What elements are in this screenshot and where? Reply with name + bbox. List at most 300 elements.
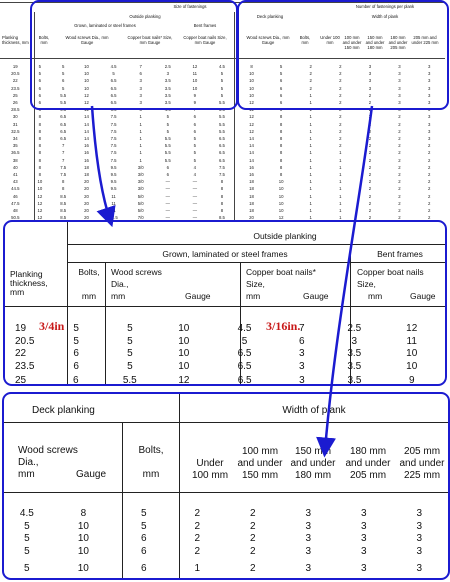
thumb-cell: 2 [427, 200, 431, 206]
z2-cell: 2 [194, 533, 201, 544]
z1-cell: 3 [299, 348, 305, 359]
z1-cell: 10 [406, 348, 418, 359]
thumb-cell: 5 [193, 136, 197, 142]
thumb-cell: 1 [309, 172, 312, 178]
z1-partial-cell: 3 [299, 375, 305, 386]
thumb-cell: 18 [249, 179, 254, 185]
thumb-cell: 20 [84, 179, 89, 185]
thumb-cell: — [165, 179, 170, 185]
thumb-cell: 10 [278, 193, 284, 199]
z2-width-header-line: 180 mm [349, 446, 387, 457]
thumb-cell: 11 [111, 200, 116, 206]
z2-deck-planking-label: Deck planking [32, 405, 95, 416]
thumb-cell: 3/0 [137, 186, 144, 192]
thumb-col-bolts: Bolts, mm [38, 35, 50, 45]
thumb-cell: 6 [193, 128, 197, 134]
thumb-cell: 5 [193, 150, 197, 156]
thumb-cell: 10 [278, 179, 284, 185]
thumb-cell: 2 [398, 157, 401, 163]
z1-cell: 10 [178, 335, 190, 347]
thumb-cell: 7 [139, 64, 142, 69]
thumb-width-3: 180 mm and under 205 mm [388, 35, 408, 50]
z2-width-header-line: 205 mm [349, 470, 387, 481]
thumb-cell: 1 [309, 200, 312, 206]
thumb-deck-wood-screws: Wood screws Dia., mm Gauge [246, 35, 290, 45]
thumb-cell: 3 [398, 92, 401, 98]
thumb-cell: 1 [339, 200, 342, 206]
thumb-cell: 6.5 [218, 157, 225, 163]
z1-cell: 10 [406, 360, 418, 372]
z1-cell: 5 [127, 348, 133, 359]
thumb-cell: 2 [339, 128, 342, 134]
z1-cell: 23.5 [15, 360, 35, 372]
z1-cell: 4.5 [237, 323, 252, 334]
thumb-cell: 2 [398, 172, 401, 178]
thumb-cell: 2 [368, 114, 372, 120]
thumb-cell: 1 [309, 107, 312, 113]
thumb-cell: 7 [193, 107, 197, 113]
z2-width-header-line: and under [345, 458, 391, 469]
z1-cell: 6 [73, 348, 79, 359]
thumb-cell: 5 [38, 71, 42, 77]
thumb-cell: 1 [309, 143, 312, 149]
thumb-cell: 7.5 [110, 157, 117, 163]
z1-cell: 20.5 [15, 335, 35, 347]
thumb-cell: 8.5 [60, 200, 67, 206]
thumb-cell: 20 [84, 200, 89, 206]
thumb-cell: 6 [38, 78, 42, 84]
thumb-cell: 7 [61, 150, 65, 156]
thumb-cell: 11 [111, 208, 116, 214]
thumb-cell: 2 [368, 200, 372, 206]
thumb-cell: 9.5 [110, 186, 117, 192]
thumb-cell: 5 [220, 92, 224, 98]
thumb-cell: 8 [38, 172, 42, 178]
thumb-cell: 34 [12, 136, 18, 142]
thumb-cell: 5 [220, 78, 224, 84]
z2-cell: 8 [80, 508, 87, 519]
z2-width-header-line: 205 mm [403, 446, 441, 457]
thumb-cell: 2 [368, 164, 372, 170]
thumb-cell: 18 [249, 200, 254, 206]
thumb-cell: — [192, 179, 197, 185]
thumb-cell: 7.5 [110, 136, 117, 142]
thumb-cell: 3 [139, 92, 142, 98]
thumb-cell: 3 [427, 121, 431, 127]
thumb-cell: 2 [398, 193, 401, 199]
thumb-cell: 6 [61, 78, 65, 84]
thumb-cell: 5 [166, 121, 169, 127]
thumb-cell: 12.5 [109, 215, 118, 221]
thumb-cell: 14 [84, 121, 89, 127]
thumb-cell: 8.5 [60, 215, 67, 221]
thumb-cell: 2 [398, 114, 401, 120]
z2-cell: 10 [77, 545, 89, 557]
z1-cell: 7 [299, 323, 305, 334]
z1-cell: 6.5 [237, 360, 252, 372]
thumb-cell: — [192, 208, 197, 214]
thumb-cell: 12 [249, 128, 254, 134]
thumb-cell: 2 [427, 186, 431, 192]
thumb-cell: 6 [279, 85, 283, 91]
thumb-cell: 2 [398, 128, 401, 134]
thumb-cell: — [192, 186, 197, 192]
z1-cell: 6 [73, 360, 79, 372]
z1-bent-size: Size, [357, 279, 376, 289]
thumb-cell: 5.5 [164, 150, 171, 156]
thumb-cell: 1 [309, 215, 312, 221]
thumb-cell: 3.5 [164, 85, 171, 91]
thumb-cell: 20 [84, 208, 89, 214]
z2-partial-cell: 6 [140, 563, 147, 574]
thumb-cell: 2 [368, 128, 372, 134]
thumb-cell: 3 [427, 128, 431, 134]
thumb-cell: 1 [139, 128, 142, 134]
thumb-cell: 6.5 [218, 150, 225, 156]
z2-cell: 10 [77, 533, 89, 544]
thumb-cell: 5 [279, 64, 283, 69]
thumb-cell: 1 [309, 164, 312, 170]
z1-partial-cell: 6.5 [237, 375, 252, 386]
thumb-cell: 8 [38, 143, 42, 149]
thumb-cell: 20 [249, 215, 254, 221]
thumb-cell: 5.5 [218, 107, 225, 113]
thumb-cell: 6.5 [110, 92, 117, 98]
thumb-cell: 1 [309, 114, 312, 120]
thumb-col-copper-nails-bent: Copper boat nails Size, mm Gauge [183, 35, 227, 45]
thumb-cell: 3 [427, 107, 431, 113]
thumb-cell: 2 [368, 172, 372, 178]
thumb-col-wood-screws: Wood screws Dia., mm Gauge [65, 35, 109, 45]
thumb-cell: 1 [139, 121, 142, 127]
thumb-cell: 3 [368, 78, 372, 84]
thumb-cell: 3 [427, 78, 431, 84]
thumb-cell: 2 [398, 164, 401, 170]
z2-width-header-line: Under [196, 458, 224, 469]
thumb-cell: 10 [278, 208, 284, 214]
thumb-cell: 3 [427, 136, 431, 142]
thumb-cell: 8.5 [60, 193, 67, 199]
thumb-width-of-plank: Width of plank [371, 14, 399, 19]
thumb-cell: 48 [12, 208, 18, 214]
thumb-cell: 2 [339, 121, 342, 127]
z1-cell: 11 [406, 335, 417, 347]
thumb-cell: 1 [339, 179, 342, 185]
thumb-cell: 18 [249, 193, 254, 199]
thumb-cell: 5 [166, 114, 169, 120]
z2-bolts: Bolts, [138, 445, 164, 456]
thumb-cell: 5 [112, 71, 115, 77]
thumb-cell: 7.5 [110, 114, 117, 120]
thumb-cell: 5 [61, 85, 65, 91]
thumb-cell: 1 [339, 164, 342, 170]
thumb-cell: 2 [368, 179, 372, 185]
thumb-deck-bolts: Bolts, mm [299, 35, 311, 45]
thumb-cell: 3.5 [164, 100, 171, 106]
thumb-cell: 30 [12, 114, 18, 120]
thumb-cell: 12 [84, 107, 89, 113]
thumb-cell: — [192, 215, 197, 221]
thumb-cell: 2 [368, 143, 372, 149]
thumb-cell: 3 [398, 100, 401, 106]
thumb-cell: 12 [37, 193, 43, 199]
thumb-cell: 1 [339, 172, 342, 178]
thumb-cell: 1 [309, 186, 312, 192]
thumb-grown-frames: Grown, laminated or steel frames [74, 23, 136, 28]
z2-partial-cell: 5 [24, 563, 30, 574]
z2-width-header-line: 100 mm [191, 470, 229, 481]
thumb-cell: 3 [398, 85, 401, 91]
thumb-cell: 1 [309, 193, 312, 199]
thumb-cell: 18 [249, 208, 254, 214]
thumb-cell: 7.5 [218, 172, 225, 178]
thumb-cell: 46 [12, 193, 18, 199]
annotation-3-4-inch: 3/4in [39, 319, 65, 333]
thumb-cell: 2 [427, 215, 431, 221]
thumb-cell: 12 [249, 100, 254, 106]
thumb-cell: 3/0 [137, 172, 144, 178]
thumb-cell: 23.5 [11, 85, 20, 91]
thumb-cell: 4.5 [110, 64, 117, 69]
z2-cell: 3 [416, 508, 422, 519]
thumb-cell: 2 [398, 121, 401, 127]
thumb-cell: 1 [309, 208, 312, 214]
thumb-cell: 8 [61, 179, 65, 185]
thumb-cell: 6 [38, 85, 42, 91]
thumb-cell: 8 [250, 64, 253, 69]
z1-cell: 5 [73, 323, 79, 334]
thumb-cell: 14 [249, 150, 254, 156]
thumb-cell: 8 [279, 114, 283, 120]
thumb-cell: 12 [249, 107, 254, 113]
thumb-cell: 10 [84, 64, 89, 69]
thumb-cell: 7/0 [137, 215, 144, 221]
thumb-cell: 8 [279, 143, 283, 149]
thumb-cell: 3 [139, 107, 142, 113]
thumb-cell: 10 [278, 186, 284, 192]
z1-partial-cell: 5.5 [122, 375, 137, 386]
thumb-cell: 2 [368, 92, 372, 98]
thumb-cell: 2 [339, 100, 342, 106]
thumb-cell: 9.5 [110, 172, 117, 178]
thumb-cell: 32.5 [11, 128, 20, 134]
thumb-cell: 4 [193, 164, 197, 170]
thumb-cell: 31 [12, 121, 18, 127]
thumb-cell: 6.5 [60, 128, 67, 134]
thumb-cell: 2 [339, 143, 342, 149]
thumb-number-per-plank: Number of fastenings per plank [355, 4, 415, 9]
thumb-cell: 20.5 [11, 71, 20, 77]
thumb-cell: 3 [398, 78, 401, 84]
z2-width-header-line: 225 mm [403, 470, 441, 481]
z1-cell: 3.5 [347, 348, 362, 359]
thumb-outside-planking: Outside planking [129, 14, 161, 19]
z2-partial-cell: 3 [416, 563, 423, 574]
z2-mm: mm [18, 469, 35, 480]
thumb-cell: 5 [193, 157, 197, 163]
thumb-width-0: Under 100 mm [320, 35, 340, 45]
thumb-cell: 2 [398, 136, 401, 142]
thumb-col-planking-thickness: Planking thickness, mm [2, 35, 29, 45]
thumb-cell: 2 [398, 150, 401, 156]
thumb-cell: 20 [84, 215, 89, 221]
thumb-cell: 6.5 [110, 78, 117, 84]
thumb-cell: 2 [368, 208, 372, 214]
thumb-cell: 6 [166, 164, 169, 170]
thumb-cell: 1 [309, 179, 312, 185]
thumb-cell: 3 [427, 71, 431, 77]
z2-cell: 5 [141, 508, 147, 519]
thumb-cell: 16 [84, 157, 89, 163]
thumb-cell: 2 [427, 193, 431, 199]
z1-cell: 5 [241, 335, 248, 347]
thumb-cell: 2 [309, 71, 312, 77]
z2-cell: 3 [416, 520, 422, 532]
thumb-cell: 3/0 [137, 179, 144, 185]
thumb-cell: 2 [398, 186, 401, 192]
z2-cell: 3 [360, 533, 367, 544]
thumb-cell: 2 [309, 78, 312, 84]
z1-cell: 5 [73, 335, 79, 347]
thumb-cell: — [192, 193, 197, 199]
thumb-cell: 3/0 [137, 164, 144, 170]
z1-cell: 12 [406, 323, 418, 334]
thumb-cell: 14 [84, 114, 89, 120]
thumb-cell: 2 [309, 85, 312, 91]
thumb-cell: 3.5 [164, 92, 171, 98]
thumb-cell: 2 [427, 172, 431, 178]
thumb-cell: 8 [279, 136, 283, 142]
thumb-cell: 8 [61, 186, 65, 192]
thumb-cell: 6 [139, 71, 142, 77]
thumb-cell: 1 [139, 157, 142, 163]
thumb-cell: 2 [427, 179, 431, 185]
thumb-cell: 3 [139, 100, 142, 106]
thumb-cell: 10 [249, 85, 254, 91]
z1-bent-mm: mm [368, 291, 383, 301]
thumb-cell: 8 [279, 172, 283, 178]
z2-width-header-line: and under [399, 458, 445, 469]
thumb-cell: — [165, 215, 170, 221]
z1-cell: 6.5 [237, 348, 252, 359]
thumb-cell: 6.5 [110, 85, 117, 91]
thumb-cell: 12 [84, 100, 89, 106]
thumb-cell: 18 [249, 186, 254, 192]
z1-cell: 5 [127, 335, 133, 347]
thumb-cell: 12 [37, 208, 43, 214]
thumb-cell: 8 [38, 150, 42, 156]
z1-bolts-label: Bolts, [78, 267, 100, 277]
thumb-cell: 5 [166, 128, 169, 134]
thumb-cell: 6 [279, 100, 283, 106]
z2-cell: 3 [305, 545, 312, 557]
thumb-cell: 40 [12, 164, 18, 170]
thumb-cell: 16 [249, 164, 254, 170]
thumb-cell: — [165, 208, 170, 214]
thumb-cell: 2 [368, 136, 372, 142]
thumb-cell: 1 [309, 157, 312, 163]
z1-cell: 22 [15, 348, 27, 359]
z2-width-header-line: 150 mm [241, 470, 279, 481]
thumb-cell: 2 [427, 150, 431, 156]
thumb-cell: 25 [12, 92, 18, 98]
thumb-cell: 2 [339, 92, 342, 98]
thumb-cell: 3 [398, 71, 401, 77]
z1-cn-gauge: Gauge [303, 291, 329, 301]
z2-cell: 2 [194, 520, 201, 532]
thumb-cell: 1 [309, 150, 312, 156]
thumb-cell: 8 [279, 150, 283, 156]
thumb-width-2: 150 mm and under 180 mm [365, 35, 385, 50]
z1-wood-screws-dia: Dia., [111, 279, 129, 289]
thumb-cell: 16 [84, 143, 89, 149]
z2-width-header-line: 150 mm [294, 446, 332, 457]
thumb-cell: 7.5 [110, 150, 117, 156]
z1-copper-nails-bent: Copper boat nails [357, 267, 424, 277]
z1-cn-mm: mm [246, 291, 261, 301]
thumb-cell: 6 [279, 78, 283, 84]
thumb-cell: 12 [84, 92, 89, 98]
thumb-cell: 7 [61, 157, 65, 163]
thumb-cell: 12 [37, 215, 43, 221]
thumb-cell: 26 [12, 100, 18, 106]
thumb-cell: 9 [193, 100, 197, 106]
thumb-col-copper-nails: Copper boat nails* Size, mm Gauge [127, 35, 173, 45]
thumb-cell: 10 [84, 85, 89, 91]
thumb-cell: 1 [139, 136, 142, 142]
thumb-cell: 2 [339, 78, 342, 84]
z2-width-header-line: and under [237, 458, 283, 469]
thumb-size-of-fastenings: Size of fastenings [173, 4, 207, 9]
z2-partial-cell: 3 [360, 563, 367, 574]
thumb-cell: 7.5 [110, 128, 117, 134]
z2-cell: 2 [250, 508, 256, 519]
z1-bent-frames-label: Bent frames [377, 249, 423, 259]
thumb-cell: 6 [193, 121, 197, 127]
thumb-cell: 47.5 [11, 200, 20, 206]
thumb-cell: 12 [249, 121, 254, 127]
thumb-cell: 11 [111, 193, 116, 199]
z2-cell: 2 [250, 533, 256, 544]
thumb-cell: 2 [427, 143, 431, 149]
z1-cell: 6 [299, 335, 305, 347]
z2-partial-cell: 3 [305, 563, 312, 574]
z1-cell: 10 [178, 323, 190, 334]
thumb-cell: 8 [220, 186, 224, 192]
z1-cell: 3.5 [347, 360, 362, 372]
thumb-cell: 2 [368, 150, 372, 156]
thumb-cell: 8 [38, 157, 42, 163]
thumb-cell: 7 [61, 143, 65, 149]
thumb-cell: 2 [339, 107, 342, 113]
z1-cell: 5 [127, 323, 133, 334]
thumb-cell: 7.5 [110, 121, 117, 127]
z1-ws-mm: mm [111, 291, 126, 301]
thumb-cell: 8 [220, 200, 224, 206]
thumb-cell: 8 [220, 179, 224, 185]
thumb-cell: 1 [339, 208, 342, 214]
thumb-cell: 19 [12, 64, 18, 69]
thumb-cell: 7.5 [60, 164, 67, 170]
z2-cell: 5 [24, 533, 30, 544]
thumb-cell: 3 [166, 71, 169, 77]
z1-copper-nails-star: Copper boat nails* [246, 267, 316, 277]
z2-cell: 5 [141, 520, 147, 532]
z1-partial-cell: 25 [15, 375, 27, 386]
thumb-cell: 3 [368, 71, 372, 77]
thumb-cell: 10 [192, 78, 198, 84]
z2-partial-cell: 1 [194, 563, 201, 574]
